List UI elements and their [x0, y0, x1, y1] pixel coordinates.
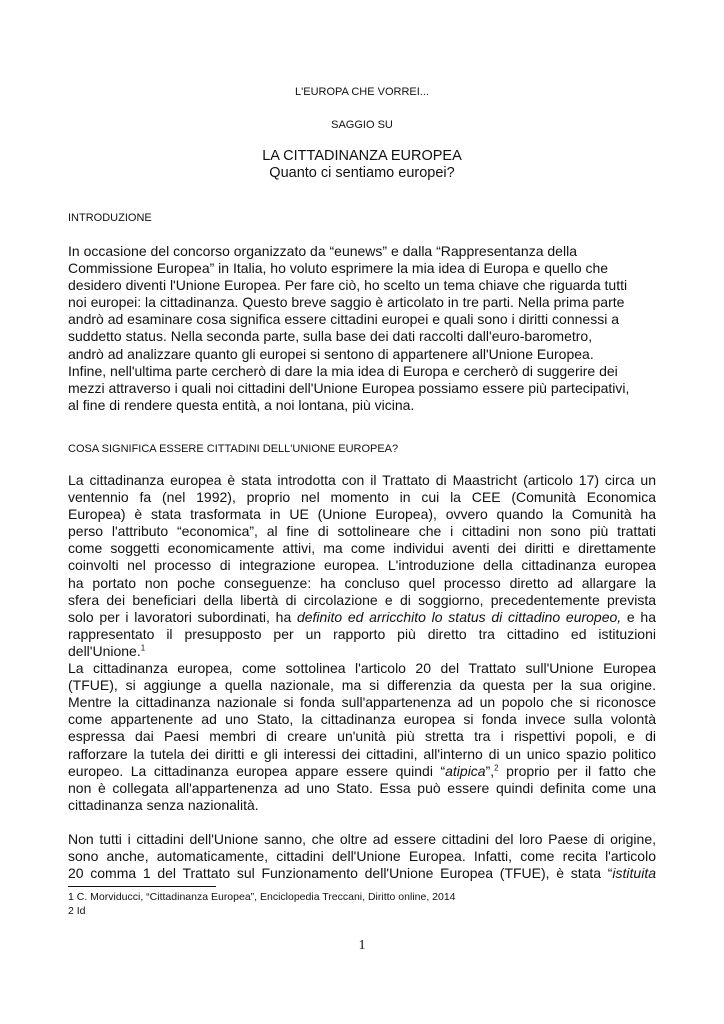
section-heading: COSA SIGNIFICA ESSERE CITTADINI DELL'UNIONE EUROPEA?: [68, 443, 399, 455]
text-line: [68, 609, 656, 626]
text-line: Infine, nell'ultima parte cercherò di dare la mia idea di Europa e cercherò di suggerire dei: [68, 362, 618, 379]
text-line: perso l'attributo “economica”, al fine di sottolineare che i cittadini non sono più trattati: [68, 523, 656, 540]
text-run: solo per i lavoratori subordinati, ha: [68, 608, 297, 625]
kicker: L'EUROPA CHE VORREI...: [295, 86, 429, 98]
text-line: (TFUE), si aggiunge a quella nazionale, ma si differenzia da questa per la sua origine.: [68, 677, 656, 694]
text-run: europeo. La cittadinanza europea appare essere quindi “: [68, 762, 446, 779]
text-line: [68, 643, 656, 660]
footnote-1: 1 C. Morviducci, “Cittadinanza Europea”, Enciclopedia Treccani, Diritto online, 2014: [68, 891, 456, 903]
text-line: La cittadinanza europea è stata introdotta con il Trattato di Maastricht (articolo 17) circa un: [68, 472, 656, 488]
text-line: mezzi attraverso i quali noi cittadini dell'Unione Europea possiamo essere più partecipativi,: [68, 379, 630, 396]
text-line: suddetto status. Nella seconda parte, sulla base dei dati raccolti dall'euro-barometro,: [68, 328, 593, 345]
text-line: cittadinanza senza nazionalità.: [68, 796, 259, 813]
text-line: come soggetti economicamente attivi, ma come individui aventi dei diritti e direttamente: [68, 540, 656, 557]
essay-subtitle: Quanto ci sentiamo europei?: [269, 165, 455, 181]
footnote-2: 2 Id: [68, 905, 86, 917]
text-line: rafforzare la tutela dei diritti e gli interessi dei cittadini, all'interno di un unico spazio politico: [68, 745, 656, 762]
text-line: espressa dai Paesi membri di creare un'unità più stretta tra i rispettivi popoli, e di: [68, 728, 656, 745]
text-line: al fine di rendere questa entità, a noi lontana, più vicina.: [68, 396, 415, 413]
text-line: desidero diventi l'Unione Europea. Per fare ciò, ho scelto un tema chiave che riguarda tutti: [68, 277, 628, 294]
text-line: In occasione del concorso organizzato da “eunews” e dalla “Rappresentanza della: [68, 243, 577, 259]
text-line: rappresentato il presupposto per un rapporto più diretto tra cittadino ed istituzioni: [68, 625, 656, 642]
text-run: ”,: [485, 762, 495, 779]
text-line: [68, 865, 656, 882]
text-run: proprio per il fatto che: [498, 762, 656, 779]
text-line: ha portato non poche conseguenze: ha concluso quel processo diretto ad allargare la: [68, 574, 656, 591]
blank-line: [68, 814, 656, 831]
footnote-divider: [68, 886, 216, 887]
text-line: coinvolti nel processo di integrazione europea. L'introduzione della cittadinanza europea: [68, 557, 656, 574]
text-line: noi europei: la cittadinanza. Questo breve saggio è articolato in tre parti. Nella prima parte: [68, 294, 625, 311]
footnote-ref[interactable]: 2: [494, 762, 499, 772]
text-line: sfera dei beneficiari della libertà di circolazione e di soggiorno, precedentemente prevista: [68, 591, 656, 608]
intro-paragraph: [68, 243, 656, 414]
essay-title: LA CITTADINANZA EUROPEA: [262, 148, 462, 164]
text-run: 20 comma 1 del Trattato sul Funzionamento dell'Unione Europea (TFUE), è stata “: [68, 865, 613, 882]
intro-heading: INTRODUZIONE: [68, 212, 152, 224]
text-line: come appartenente ad uno Stato, la cittadinanza europea si fonda invece sulla volontà: [68, 711, 656, 728]
text-line: Commissione Europea” in Italia, ho voluto esprimere la mia idea di Europa e quello che: [68, 260, 609, 277]
text-run: dell'Unione.: [68, 642, 141, 659]
emphasis-text: atipica: [445, 762, 486, 779]
section-paragraph-1: [68, 472, 656, 882]
text-line: sono anche, automaticamente, cittadini dell'Unione Europea. Infatti, come recita l'articolo: [68, 848, 656, 865]
footnote-ref[interactable]: 1: [140, 643, 146, 653]
emphasis-text: definito ed arricchito lo status di cittadino europeo,: [296, 608, 622, 625]
text-run: e ha: [621, 608, 656, 625]
text-line: La cittadinanza europea, come sottolinea l'articolo 20 del Trattato sull'Unione Europea: [68, 660, 656, 677]
text-line: Europea) è stata trasformata in UE (Unione Europea), ovvero quando la Comunità ha: [68, 506, 656, 523]
text-line: andrò ad esaminare cosa significa essere cittadini europei e quali sono i diritti connessi a: [68, 311, 619, 328]
text-line: [68, 763, 656, 780]
text-line: Mentre la cittadinanza nazionale si fonda sull'appartenenza ad un popolo che si riconosce: [68, 694, 656, 711]
page-number: 1: [358, 938, 366, 953]
text-line: Non tutti i cittadini dell'Unione sanno, che oltre ad essere cittadini del loro Paese di origine,: [68, 830, 656, 847]
text-line: andrò ad analizzare quanto gli europei si sentono di appartenere all'Unione Europea.: [68, 345, 594, 362]
text-line: non è collegata all'appartenenza ad uno Stato. Essa può essere quindi definita come una: [68, 779, 656, 796]
emphasis-text: istituita: [612, 865, 656, 882]
subkicker: SAGGIO SU: [331, 119, 393, 131]
text-line: ventennio fa (nel 1992), proprio nel momento in cui la CEE (Comunità Economica: [68, 489, 656, 506]
